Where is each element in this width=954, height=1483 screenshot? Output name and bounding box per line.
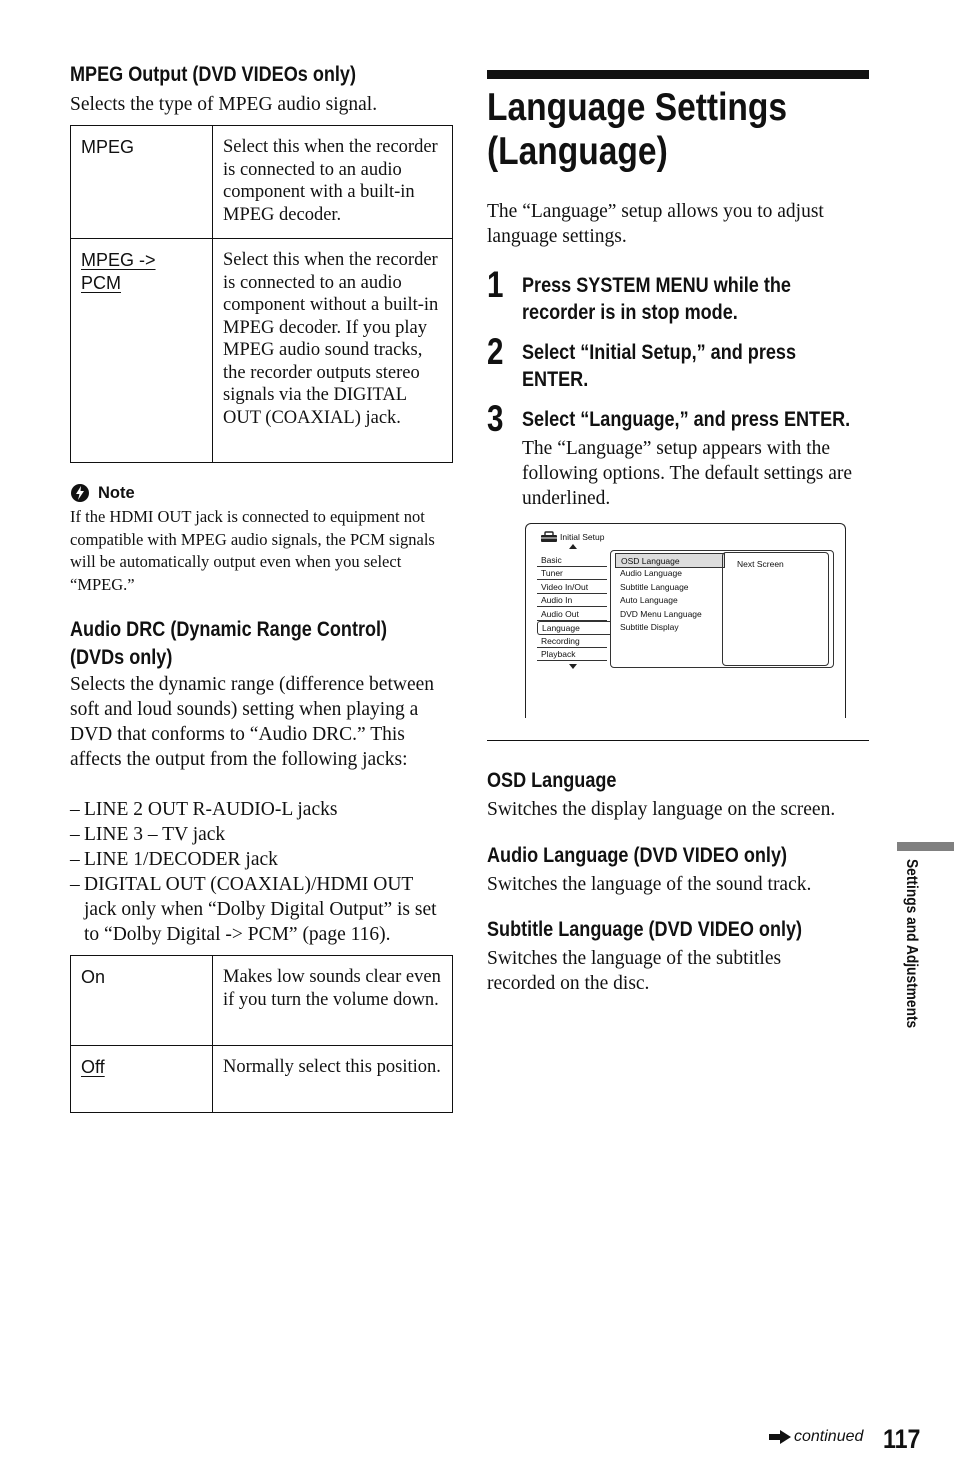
arrow-right-icon [769,1430,791,1444]
menu-item-audio-out[interactable] [537,608,607,621]
section-title-line2: (Language) [487,130,668,173]
list-item-text: LINE 3 – TV jack [84,824,226,845]
audio-drc-heading-line1: Audio DRC (Dynamic Range Control) [70,618,388,641]
setup-screen-illustration [525,523,846,718]
default-option-label: Off [81,1057,105,1077]
step-title: Select “Initial Setup,” and press ENTER. [522,341,796,391]
option-description: Switches the display language on the screen. [487,799,836,820]
option-description: Switches the language of the sound track. [487,874,812,895]
list-item-text: LINE 1/DECODER jack [84,849,278,870]
table-row [71,956,453,1046]
option-key: On [71,956,213,1046]
note-label: Note [98,483,135,502]
menu-item-recording[interactable] [537,635,607,648]
option-description: Makes low sounds clear even if you turn the volume down. [213,956,453,1046]
list-item-text: DIGITAL OUT (COAXIAL)/HDMI OUT jack only when “Dolby Digital Output” is set to “Dolby Digital -> PCM” (page 116). [84,874,437,945]
table-row [71,126,453,239]
audio-drc-heading [70,616,387,672]
scroll-up-arrow-icon [569,544,577,549]
default-option-label: MPEG -> PCM [81,250,156,293]
option-heading: Subtitle Language (DVD VIDEO only) [487,918,803,941]
menu-item-audio-in[interactable] [537,594,607,607]
option-key: MPEG [71,126,213,239]
mpeg-output-description: Selects the type of MPEG audio signal. [70,94,378,115]
audio-drc-heading-line2: (DVDs only) [70,646,173,669]
step-number: 2 [487,331,504,372]
submenu-item-label: DVD Menu Language [620,609,702,619]
detail-panel [722,552,829,666]
drc-options-table [70,955,453,1113]
continued-indicator [769,1428,863,1446]
jack-list [70,797,460,947]
divider [487,740,869,741]
setup-menu [537,552,609,664]
step-title: Press SYSTEM MENU while the recorder is in stop mode. [522,274,791,324]
option-heading: OSD Language [487,769,617,792]
screen-header: Initial Setup [560,532,605,542]
list-item: – DIGITAL OUT (COAXIAL)/HDMI OUT jack only when “Dolby Digital Output” is set to “Dolby Digital -> PCM” (page 116). [70,874,437,945]
mpeg-options-table [70,125,453,463]
list-item: – LINE 2 OUT R-AUDIO-L jacks [70,799,338,820]
submenu-list [615,553,725,643]
mpeg-output-heading: MPEG Output (DVD VIDEOs only) [70,63,356,86]
submenu-item-subtitle-language[interactable] [615,580,723,593]
scroll-down-arrow-icon [569,664,577,669]
section-title [487,86,787,174]
detail-text: Next Screen [737,559,784,569]
step-number: 3 [487,398,504,439]
option-description: Select this when the recorder is connected to an audio component without a built-in MPEG decoder. If you play MPEG audio sound tracks, the recorder outputs stereo signals via the DIGITAL OUT (COAXIAL) jack. [213,239,453,463]
menu-item-label: Playback [541,649,576,659]
section-title-line1: Language Settings [487,86,788,129]
step-number: 1 [487,264,504,305]
table-row [71,239,453,463]
option-heading: Audio Language (DVD VIDEO only) [487,844,788,867]
option-description: Normally select this position. [213,1046,453,1113]
submenu-item-auto-language[interactable] [615,593,723,606]
section-intro: The “Language” setup allows you to adjust language settings. [487,201,824,247]
toolbox-icon [540,531,558,543]
section-rule [487,70,869,79]
list-item: – LINE 3 – TV jack [70,824,226,845]
menu-item-label: Recording [541,636,580,646]
submenu-item-subtitle-display[interactable] [615,620,723,633]
option-description: Select this when the recorder is connected to an audio component with a built-in MPEG decoder. [213,126,453,239]
menu-item-label: Basic [541,555,562,565]
option-key [71,1046,213,1113]
menu-item-label: Language [542,623,580,633]
continued-text: continued [794,1428,864,1445]
note-icon [70,483,90,503]
submenu-item-dvd-menu-language[interactable] [615,607,723,620]
table-row [71,1046,453,1113]
menu-item-label: Audio In [541,595,573,605]
menu-item-video-in-out[interactable] [537,581,607,594]
submenu-panel [610,550,834,668]
submenu-item-label: Subtitle Language [620,582,689,592]
side-tab-label: Settings and Adjustments [903,859,920,1029]
menu-item-basic[interactable] [537,554,607,567]
list-item: – LINE 1/DECODER jack [70,849,278,870]
menu-item-playback[interactable] [537,648,607,661]
submenu-item-label: Subtitle Display [620,622,679,632]
submenu-item-label: OSD Language [621,556,680,566]
menu-item-label: Video In/Out [541,582,589,592]
menu-item-label: Audio Out [541,609,579,619]
list-item-text: LINE 2 OUT R-AUDIO-L jacks [84,799,338,820]
option-description: Switches the language of the subtitles recorded on the disc. [487,948,782,994]
audio-drc-description: Selects the dynamic range (difference between soft and loud sounds) setting when playing a DVD that conforms to “Audio DRC.” This affects the output from the following jacks: [70,674,435,770]
submenu-item-label: Audio Language [620,568,682,578]
side-tab-marker [897,842,954,851]
menu-item-language[interactable] [537,621,610,635]
page-number: 117 [883,1424,921,1454]
menu-item-label: Tuner [541,568,563,578]
note-block [70,483,460,596]
menu-item-tuner[interactable] [537,567,607,580]
submenu-item-audio-language[interactable] [615,566,723,579]
note-text: If the HDMI OUT jack is connected to equipment not compatible with MPEG audio signals, the PCM signals will be automatically output even when you select “MPEG.” [70,507,435,594]
step-description: The “Language” setup appears with the following options. The default settings are underlined. [522,438,852,509]
step-title: Select “Language,” and press ENTER. [522,408,851,431]
option-key [71,239,213,463]
submenu-item-label: Auto Language [620,595,678,605]
